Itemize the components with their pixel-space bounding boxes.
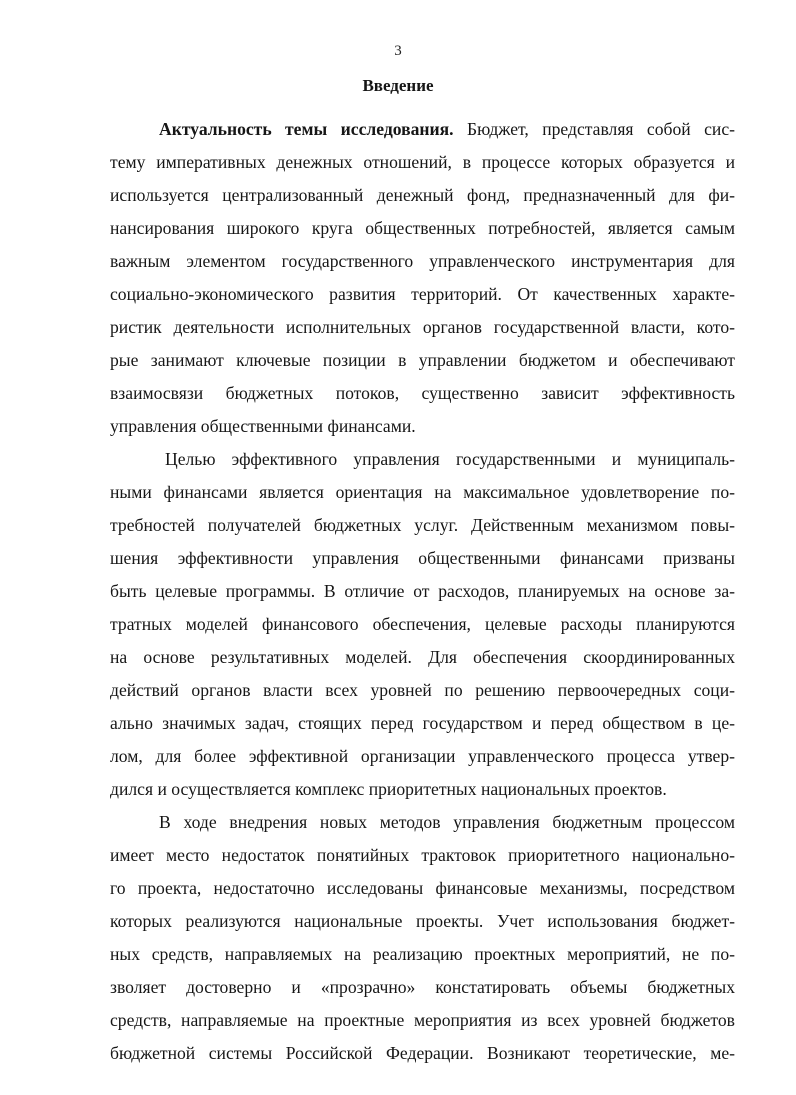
- paragraph-line: имеет место недостаток понятийных трактовок приоритетного национально-: [110, 845, 735, 865]
- paragraph-line: на основе результативных моделей. Для обеспечения скоординированных: [110, 647, 735, 667]
- paragraph-line: важным элементом государственного управленческого инструментария для: [110, 251, 735, 271]
- section-heading: Введение: [362, 76, 434, 95]
- page-number: 3: [394, 43, 402, 59]
- paragraph-lead: Актуальность темы исследования.: [159, 119, 454, 139]
- paragraph-line: го проекта, недостаточно исследованы финансовые механизмы, посредством: [110, 878, 735, 898]
- paragraph-line: действий органов власти всех уровней по решению первоочередных соци-: [110, 680, 735, 700]
- paragraph-line-text: Бюджет, представляя собой сис-: [453, 119, 735, 139]
- paragraph-goal: [110, 443, 735, 806]
- paragraph-line: управления общественными финансами.: [110, 416, 416, 436]
- paragraph-line: требностей получателей бюджетных услуг. Действенным механизмом повы-: [110, 515, 735, 535]
- paragraph-line: ально значимых задач, стоящих перед государством и перед обществом в це-: [110, 713, 735, 733]
- paragraph-line: шения эффективности управления общественными финансами призваны: [110, 548, 735, 568]
- paragraph-line: быть целевые программы. В отличие от расходов, планируемых на основе за-: [110, 581, 735, 601]
- paragraph-line: социально-экономического развития территорий. От качественных характе-: [110, 284, 735, 304]
- paragraph-line: используется централизованный денежный фонд, предназначенный для фи-: [110, 185, 735, 205]
- paragraph-line: ными финансами является ориентация на максимальное удовлетворение по-: [110, 482, 735, 502]
- paragraph-line: дился и осуществляется комплекс приоритетных национальных проектов.: [110, 779, 667, 799]
- paragraph-line: зволяет достоверно и «прозрачно» констатировать объемы бюджетных: [110, 977, 735, 997]
- paragraph-relevance: [110, 113, 735, 443]
- paragraph-line: ных средств, направляемых на реализацию проектных мероприятий, не по-: [110, 944, 735, 964]
- paragraph-line: тему императивных денежных отношений, в процессе которых образуется и: [110, 152, 735, 172]
- paragraph-line: лом, для более эффективной организации управленческого процесса утвер-: [110, 746, 735, 766]
- paragraph-line: нансирования широкого круга общественных потребностей, является самым: [110, 218, 735, 238]
- paragraph-line: ристик деятельности исполнительных органов государственной власти, кото-: [110, 317, 735, 337]
- paragraph-line: В ходе внедрения новых методов управления бюджетным процессом: [159, 812, 735, 832]
- paragraph-line: взаимосвязи бюджетных потоков, существенно зависит эффективность: [110, 383, 735, 403]
- paragraph-line: [110, 113, 735, 146]
- paragraph-line: Целью эффективного управления государственными и муниципаль-: [165, 449, 735, 469]
- paragraph-line: бюджетной системы Российской Федерации. Возникают теоретические, ме-: [110, 1043, 735, 1063]
- paragraph-line: средств, направляемые на проектные мероприятия из всех уровней бюджетов: [110, 1010, 735, 1030]
- paragraph-line: тратных моделей финансового обеспечения, целевые расходы планируются: [110, 614, 735, 634]
- paragraph-methods: [110, 806, 735, 1070]
- paragraph-line: рые занимают ключевые позиции в управлении бюджетом и обеспечивают: [110, 350, 735, 370]
- body-text: [110, 113, 735, 1070]
- paragraph-line: которых реализуются национальные проекты. Учет использования бюджет-: [110, 911, 735, 931]
